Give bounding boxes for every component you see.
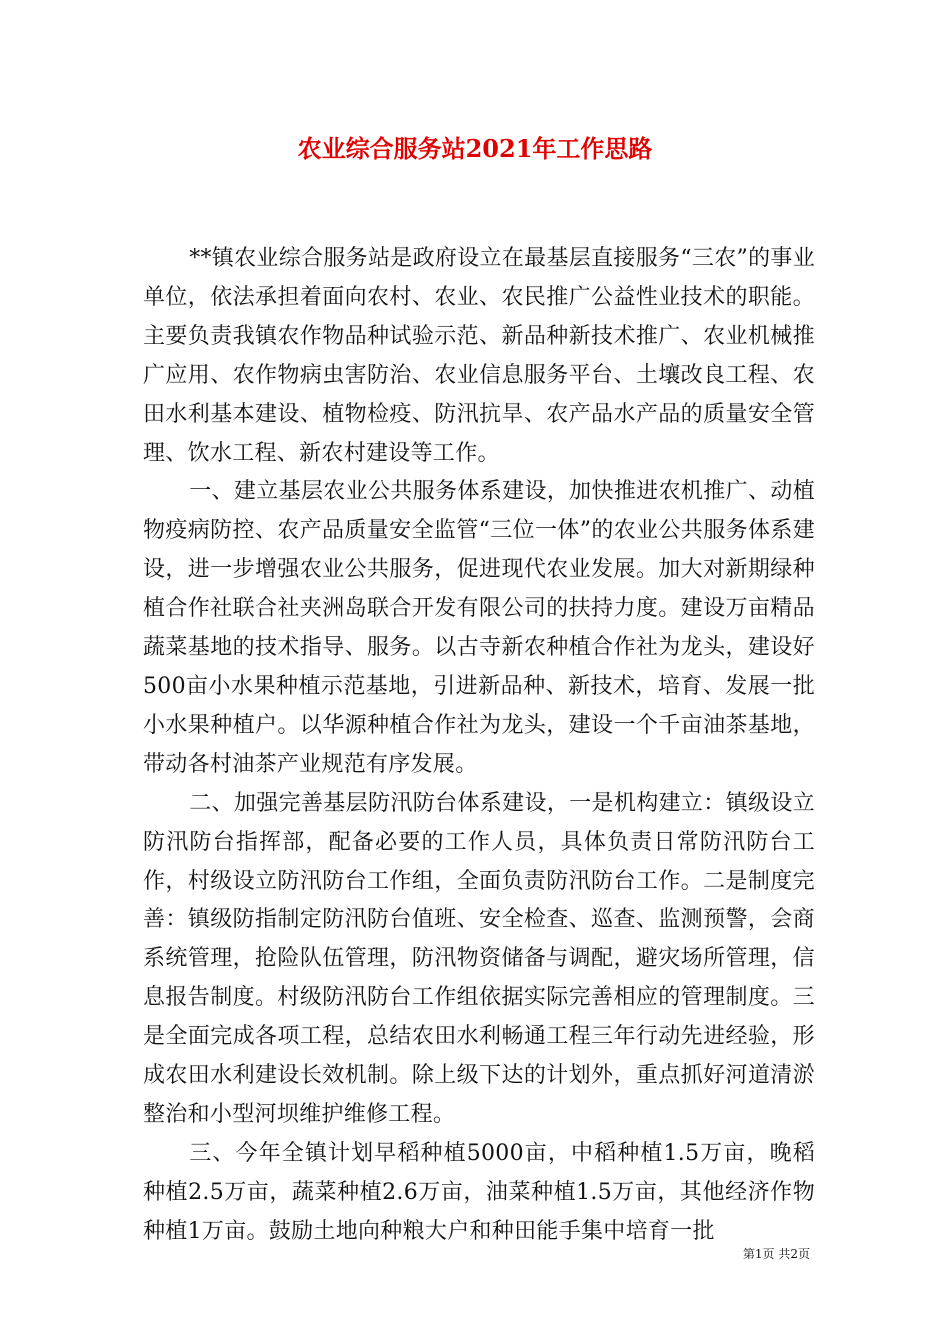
page-number: 第1页 共2页 [742, 1247, 810, 1261]
intro-paragraph: **镇农业综合服务站是政府设立在最基层直接服务“三农”的事业单位，依法承担着面向农村、农业、农民推广公益性业技术的职能。主要负责我镇农作物品种试验示范、新品种新技术推广、农业机械推广应用、农作物病虫害防治、农业信息服务平台、土壤改良工程、农田水利基本建设、植物检疫、防汛抗旱、农产品水产品的质量安全管理、饮水工程、新农村建设等工作。 [143, 246, 815, 466]
section-three-paragraph: 三、今年全镇计划早稻种植5000亩，中稻种植1.5万亩，晚稻种植2.5万亩，蔬菜种植2.6万亩，油菜种植1.5万亩，其他经济作物种植1万亩。鼓励土地向种粮大户和种田能手集中培育一批 [143, 1140, 815, 1244]
section-two-paragraph: 二、加强完善基层防汛防台体系建设，一是机构建立：镇级设立防汛防台指挥部，配备必要的工作人员，具体负责日常防汛防台工作，村级设立防汛防台工作组，全面负责防汛防台工作。二是制度完善：镇级防指制定防汛防台值班、安全检查、巡查、监测预警，会商系统管理，抢险队伍管理，防汛物资储备与调配，避灾场所管理，信息报告制度。村级防汛防台工作组依据实际完善相应的管理制度。三是全面完成各项工程，总结农田水利畅通工程三年行动先进经验，形成农田水利建设长效机制。除上级下达的计划外，重点抓好河道清淤整治和小型河坝维护维修工程。 [143, 790, 815, 1127]
section-one-paragraph: 一、建立基层农业公共服务体系建设，加快推进农机推广、动植物疫病防控、农产品质量安全监管“三位一体”的农业公共服务体系建设，进一步增强农业公共服务，促进现代农业发展。加大对新期绿种植合作社联合社夹洲岛联合开发有限公司的扶持力度。建设万亩精品蔬菜基地的技术指导、服务。以古寺新农种植合作社为龙头，建设好500亩小水果种植示范基地，引进新品种、新技术，培育、发展一批小水果种植户。以华源种植合作社为龙头，建设一个千亩油茶基地，带动各村油茶产业规范有序发展。 [143, 479, 815, 777]
document-title: 农业综合服务站2021年工作思路 [297, 134, 653, 163]
document-body [143, 240, 815, 1252]
